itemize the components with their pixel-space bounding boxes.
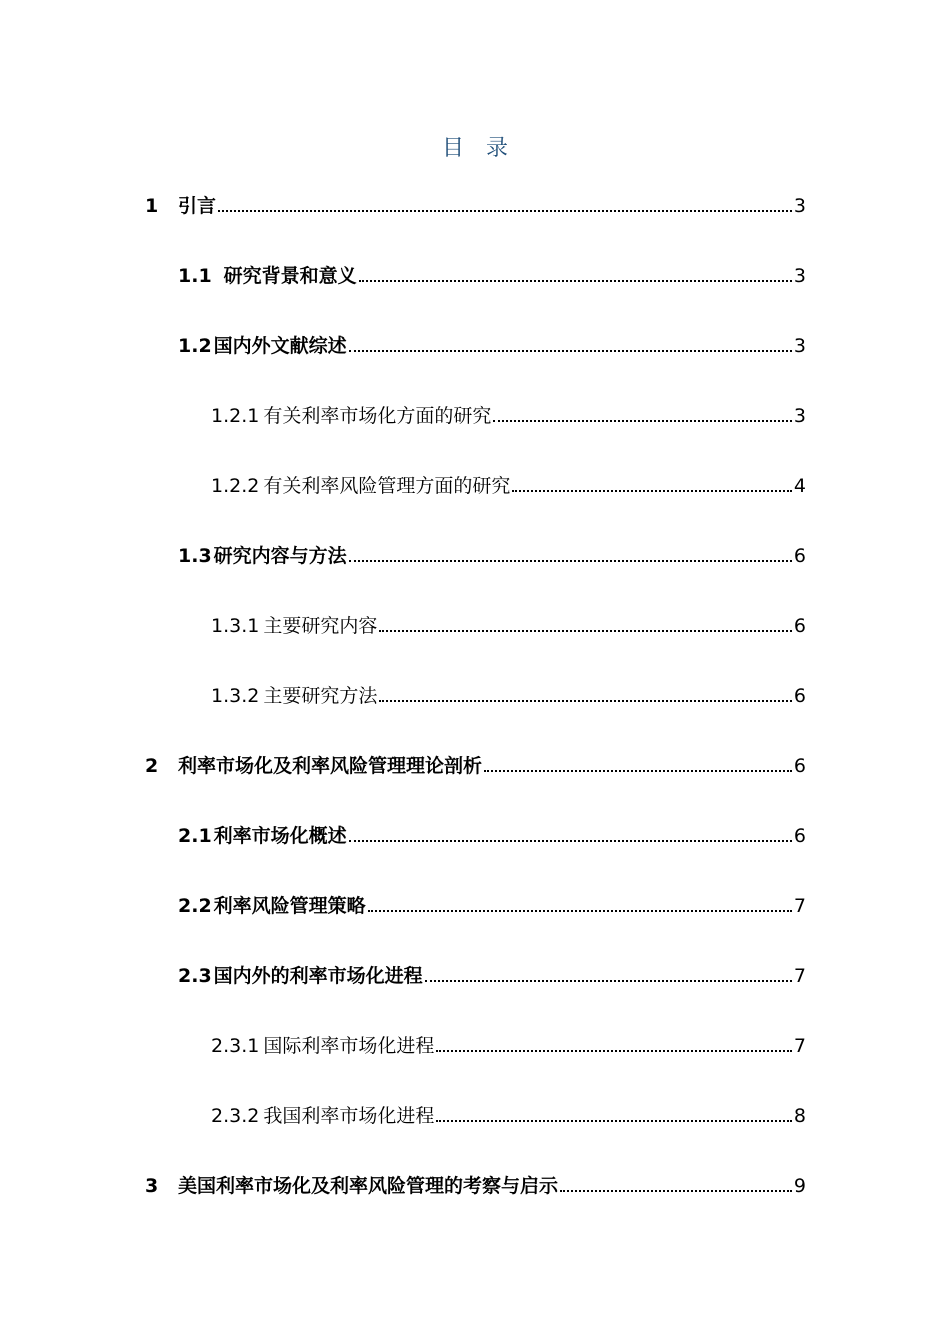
toc-entry-page: 6 <box>793 545 806 567</box>
toc-entry-1-1[interactable] <box>178 258 806 288</box>
toc-leader-dots <box>484 770 792 772</box>
toc-leader-dots <box>560 1190 792 1192</box>
toc-entry-1-2-2[interactable] <box>211 468 806 498</box>
page-title: 目 录 <box>441 136 508 161</box>
toc-leader-dots <box>368 910 792 912</box>
toc-entry-page: 3 <box>793 335 806 357</box>
toc-entry-title: 国内外的利率市场化进程 <box>213 965 423 987</box>
toc-entry-title: 主要研究内容 <box>263 615 378 637</box>
toc-entry-title: 有关利率市场化方面的研究 <box>263 405 492 427</box>
toc-leader-dots <box>512 490 792 492</box>
toc-entry-2-3-1[interactable] <box>211 1028 806 1058</box>
toc-entry-page: 7 <box>793 895 806 917</box>
toc-entry-title: 利率市场化概述 <box>213 825 347 847</box>
toc-leader-dots <box>425 980 792 982</box>
toc-entry-1[interactable] <box>145 188 806 218</box>
toc-entry-title: 引言 <box>178 195 217 217</box>
toc-entry-2-1[interactable] <box>178 818 806 848</box>
toc-entry-number: 1.2.2 <box>211 475 260 497</box>
toc-entry-number: 2.1 <box>178 825 212 847</box>
toc-entry-page: 3 <box>793 265 806 287</box>
toc-leader-dots <box>218 210 792 212</box>
toc-entry-number: 1.1 <box>178 265 212 287</box>
toc-entry-number: 1.3.2 <box>211 685 260 707</box>
toc-entry-title: 国内外文献综述 <box>213 335 347 357</box>
toc-entry-title: 研究背景和意义 <box>223 265 357 287</box>
toc-leader-dots <box>349 840 792 842</box>
toc-entry-page: 3 <box>793 405 806 427</box>
toc-entry-2-3[interactable] <box>178 958 806 988</box>
toc-leader-dots <box>436 1050 792 1052</box>
toc-entry-number: 1.3.1 <box>211 615 260 637</box>
toc-entry-title: 研究内容与方法 <box>213 545 347 567</box>
toc-entry-number: 2.3.1 <box>211 1035 260 1057</box>
toc-leader-dots <box>349 350 792 352</box>
toc-entry-page: 3 <box>793 195 806 217</box>
toc-entry-number: 2.3.2 <box>211 1105 260 1127</box>
toc-entry-page: 8 <box>793 1105 806 1127</box>
toc-entry-number: 1.2 <box>178 335 212 357</box>
toc-entry-page: 6 <box>793 755 806 777</box>
toc-entry-1-3[interactable] <box>178 538 806 568</box>
toc-leader-dots <box>359 280 792 282</box>
toc-entry-2[interactable] <box>145 748 806 778</box>
toc-entry-title: 有关利率风险管理方面的研究 <box>263 475 511 497</box>
toc-leader-dots <box>349 560 792 562</box>
toc-entry-page: 7 <box>793 1035 806 1057</box>
toc-entry-page: 6 <box>793 685 806 707</box>
toc-entry-number: 2 <box>145 755 159 777</box>
toc-entry-3[interactable] <box>145 1168 806 1198</box>
toc-entry-1-2-1[interactable] <box>211 398 806 428</box>
toc-entry-number: 1.2.1 <box>211 405 260 427</box>
toc-entry-title: 利率市场化及利率风险管理理论剖析 <box>178 755 483 777</box>
toc-entry-1-2[interactable] <box>178 328 806 358</box>
toc-entry-number: 2.3 <box>178 965 212 987</box>
toc-entry-number: 3 <box>145 1175 159 1197</box>
toc-entry-page: 7 <box>793 965 806 987</box>
toc-entry-2-3-2[interactable] <box>211 1098 806 1128</box>
toc-entry-title: 美国利率市场化及利率风险管理的考察与启示 <box>178 1175 559 1197</box>
toc-entry-2-2[interactable] <box>178 888 806 918</box>
toc-entry-1-3-1[interactable] <box>211 608 806 638</box>
toc-entry-page: 9 <box>793 1175 806 1197</box>
toc-entry-page: 6 <box>793 615 806 637</box>
toc-entry-1-3-2[interactable] <box>211 678 806 708</box>
toc-entry-title: 利率风险管理策略 <box>213 895 366 917</box>
toc-entry-page: 6 <box>793 825 806 847</box>
toc-leader-dots <box>436 1120 792 1122</box>
toc-entry-number: 1 <box>145 195 159 217</box>
toc-entry-title: 我国利率市场化进程 <box>263 1105 435 1127</box>
toc-entry-page: 4 <box>793 475 806 497</box>
toc-leader-dots <box>379 700 792 702</box>
toc-entry-number: 2.2 <box>178 895 212 917</box>
toc-leader-dots <box>493 420 792 422</box>
toc-entry-title: 主要研究方法 <box>263 685 378 707</box>
toc-entry-number: 1.3 <box>178 545 212 567</box>
toc-leader-dots <box>379 630 792 632</box>
toc-entry-title: 国际利率市场化进程 <box>263 1035 435 1057</box>
